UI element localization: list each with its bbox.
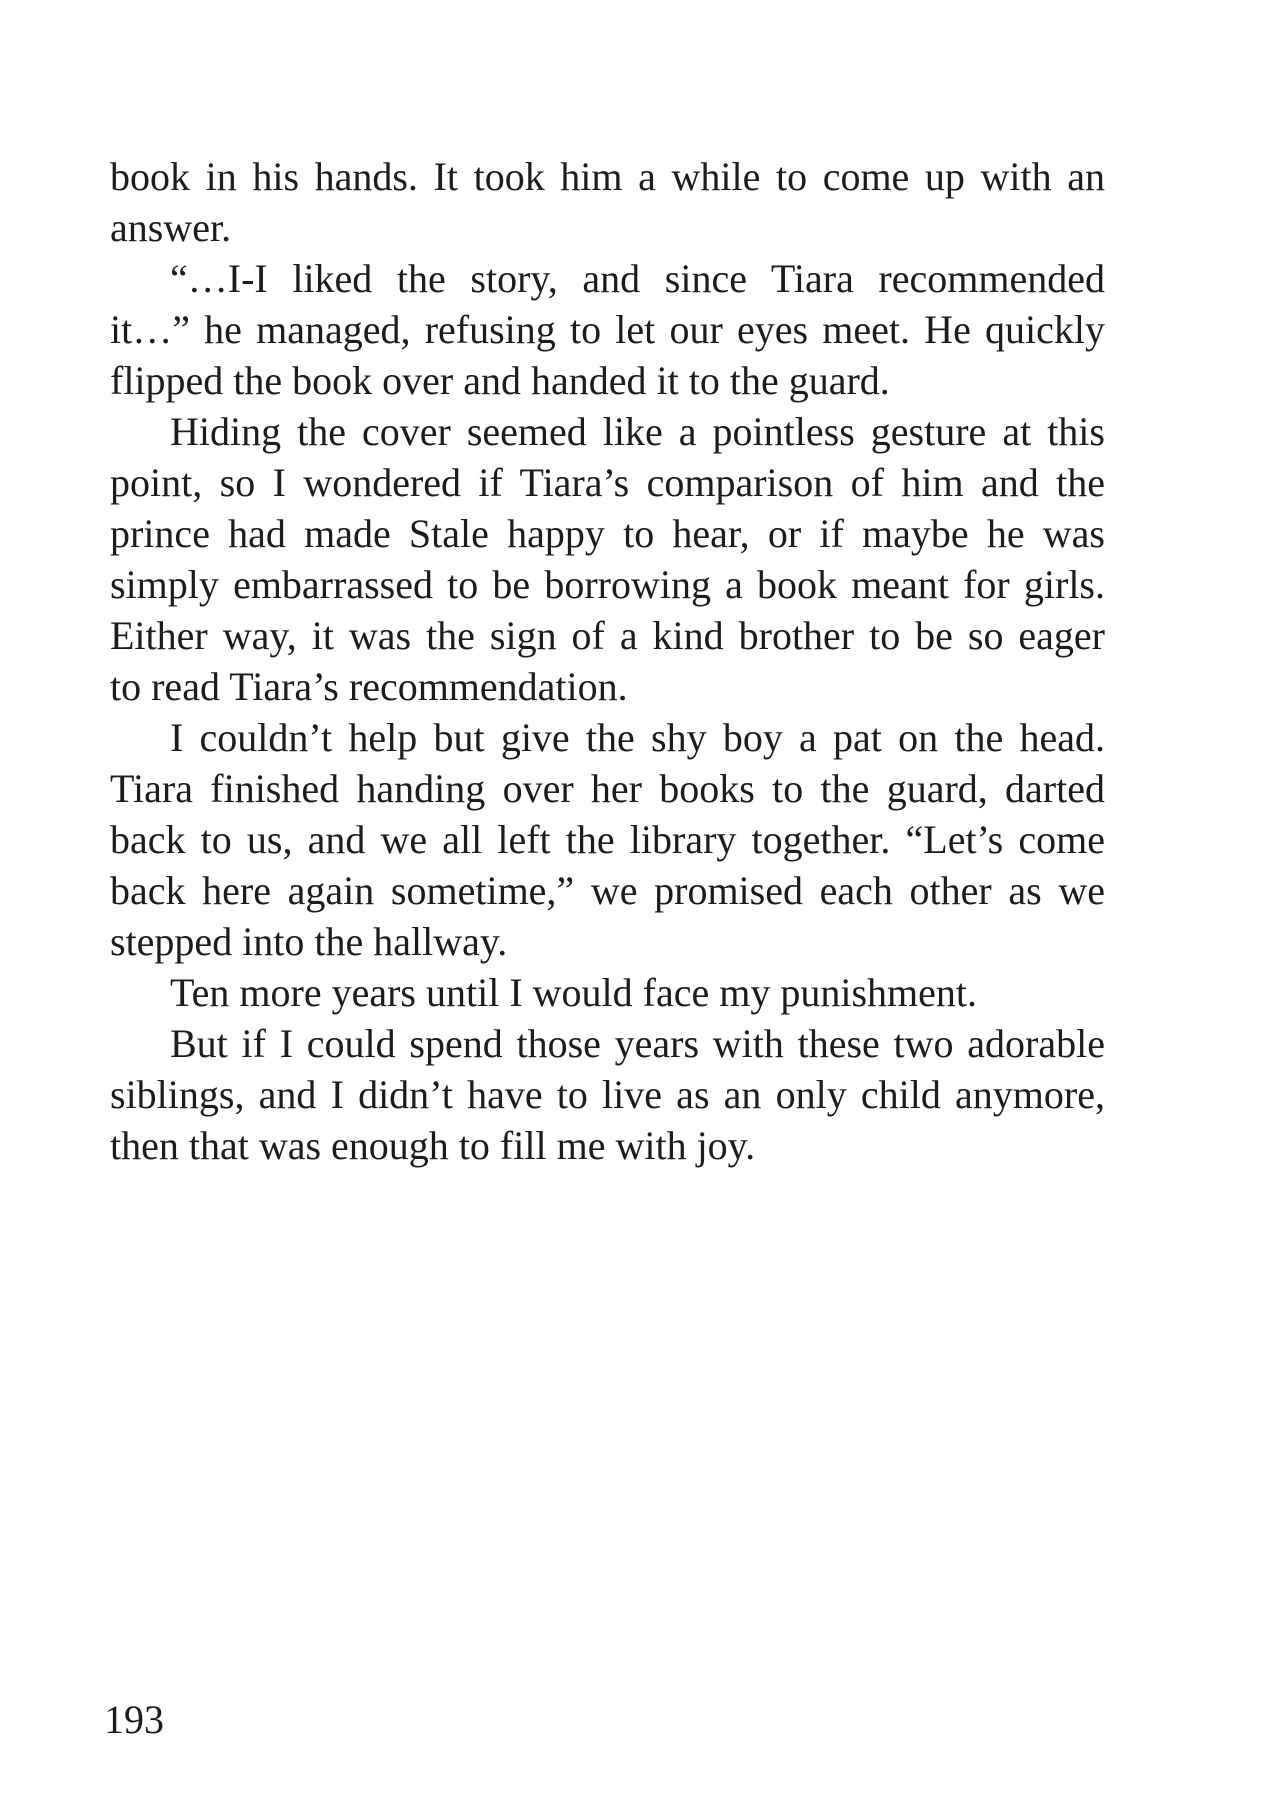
text-line: book in his hands. It took him a while to come up with an xyxy=(110,154,1105,199)
text-line: I couldn’t help but give the shy boy a pat on the head. xyxy=(170,715,1105,760)
text-line: to read Tiara’s recommendation. xyxy=(110,664,628,709)
page-number: 193 xyxy=(104,1697,164,1742)
text-line: flipped the book over and handed it to the guard. xyxy=(110,358,890,403)
text-line: Ten more years until I would face my punishment. xyxy=(170,970,977,1015)
text-line: prince had made Stale happy to hear, or if maybe he was xyxy=(110,511,1105,556)
text-line: Hiding the cover seemed like a pointless gesture at this xyxy=(170,409,1105,454)
text-line: Either way, it was the sign of a kind brother to be so eager xyxy=(110,613,1105,658)
body-text xyxy=(110,151,1105,1171)
text-line: answer. xyxy=(110,205,232,250)
text-line: it…” he managed, refusing to let our eyes meet. He quickly xyxy=(110,307,1105,352)
text-line: But if I could spend those years with these two adorable xyxy=(170,1021,1105,1066)
text-line: then that was enough to fill me with joy. xyxy=(110,1123,756,1168)
text-line: back to us, and we all left the library together. “Let’s come xyxy=(110,817,1105,862)
text-line: back here again sometime,” we promised each other as we xyxy=(110,868,1105,913)
text-line: stepped into the hallway. xyxy=(110,919,508,964)
text-line: siblings, and I didn’t have to live as an only child anymore, xyxy=(110,1072,1105,1117)
text-line: “…I-I liked the story, and since Tiara recommended xyxy=(170,256,1105,301)
text-line: Tiara finished handing over her books to the guard, darted xyxy=(110,766,1105,811)
text-line: point, so I wondered if Tiara’s comparison of him and the xyxy=(110,460,1105,505)
text-line: simply embarrassed to be borrowing a book meant for girls. xyxy=(110,562,1105,607)
